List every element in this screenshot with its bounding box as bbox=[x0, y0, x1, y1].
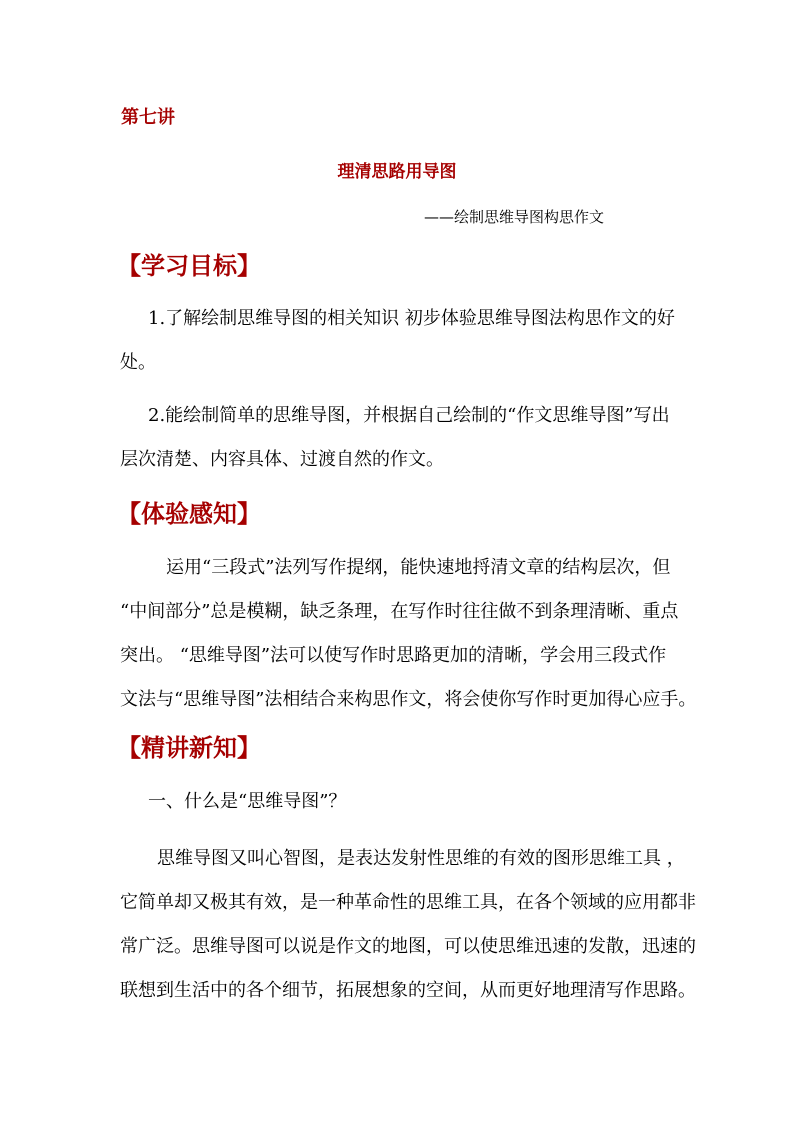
goal-item-1 bbox=[148, 297, 748, 341]
knowledge-paragraph bbox=[120, 881, 720, 1013]
knowledge-line-1: 思维导图又叫心智图，是表达发射性思维的有效的图形思维工具 ， bbox=[157, 848, 685, 869]
section-heading-knowledge: 【精讲新知】 bbox=[117, 734, 261, 762]
knowledge-question-text: 一、什么是“思维导图”？ bbox=[148, 791, 347, 812]
page-title: 理清思路用导图 bbox=[337, 162, 457, 182]
goal-item-2 bbox=[148, 394, 748, 438]
goal-item-2-cont bbox=[120, 438, 720, 482]
section-heading-goals: 【学习目标】 bbox=[117, 252, 261, 280]
experience-paragraph-start bbox=[166, 546, 766, 590]
goal-item-2-line-1: 2.能绘制简单的思维导图，并根据自己绘制的“作文思维导图”写出 bbox=[148, 405, 670, 426]
knowledge-line-3: 常广泛。思维导图可以说是作文的地图，可以使思维迅速的发散，迅速的 bbox=[120, 936, 696, 957]
knowledge-line-2: 它简单却又极其有效，是一种革命性的思维工具，在各个领域的应用都非 bbox=[120, 892, 696, 913]
experience-line-4: 文法与“思维导图”法相结合来构思作文，将会使你写作时更加得心应手。 bbox=[120, 689, 697, 710]
knowledge-paragraph-start bbox=[157, 837, 757, 881]
knowledge-question bbox=[148, 780, 748, 824]
section-heading-experience: 【体验感知】 bbox=[117, 500, 261, 528]
knowledge-line-4: 联想到生活中的各个细节，拓展想象的空间，从而更好地理清写作思路。 bbox=[120, 980, 696, 1001]
goal-item-1-cont bbox=[120, 341, 720, 385]
lecture-label: 第七讲 bbox=[121, 107, 175, 128]
experience-paragraph bbox=[120, 590, 720, 722]
experience-line-3: 突出。 “思维导图”法可以使写作时思路更加的清晰，学会用三段式作 bbox=[120, 645, 667, 666]
goal-item-1-line-1: 1.了解绘制思维导图的相关知识 初步体验思维导图法构思作文的好 bbox=[148, 308, 675, 329]
experience-line-2: “中间部分”总是模糊，缺乏条理，在写作时往往做不到条理清晰、重点 bbox=[120, 601, 679, 622]
page-subtitle: ——绘制思维导图构思作文 bbox=[424, 208, 605, 226]
goal-item-1-line-2: 处。 bbox=[120, 352, 156, 373]
goal-item-2-line-2: 层次清楚、内容具体、过渡自然的作文。 bbox=[120, 449, 444, 470]
experience-line-1: 运用“三段式”法列写作提纲，能快速地捋清文章的结构层次，但 bbox=[166, 557, 671, 578]
